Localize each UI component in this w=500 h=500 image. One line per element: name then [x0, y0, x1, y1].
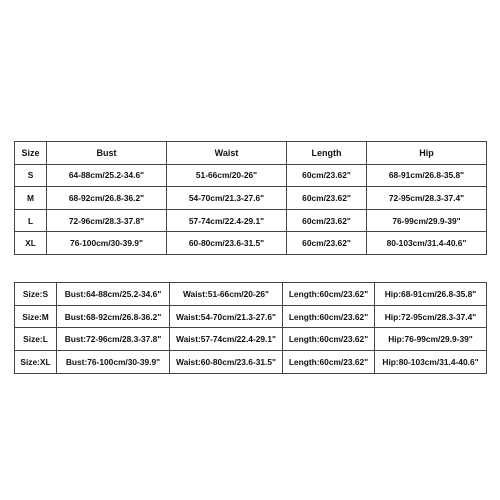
size-chart-table: [14, 141, 487, 255]
cell-length: Length:60cm/23.62": [283, 351, 375, 374]
header-size: Size: [15, 142, 47, 165]
cell-length: 60cm/23.62": [287, 209, 367, 232]
cell-waist: 60-80cm/23.6-31.5": [167, 232, 287, 255]
cell-bust: Bust:76-100cm/30-39.9": [57, 351, 170, 374]
cell-hip: 80-103cm/31.4-40.6": [367, 232, 487, 255]
cell-length: 60cm/23.62": [287, 232, 367, 255]
cell-size: S: [15, 164, 47, 187]
header-waist: Waist: [167, 142, 287, 165]
cell-hip: Hip:76-99cm/29.9-39": [375, 328, 487, 351]
table-row: [15, 328, 487, 351]
cell-waist: 54-70cm/21.3-27.6": [167, 187, 287, 210]
table-row: [15, 232, 487, 255]
table-row: [15, 209, 487, 232]
cell-size: Size:XL: [15, 351, 57, 374]
table-row: [15, 351, 487, 374]
cell-hip: 68-91cm/26.8-35.8": [367, 164, 487, 187]
cell-bust: Bust:64-88cm/25.2-34.6": [57, 283, 170, 306]
cell-hip: 72-95cm/28.3-37.4": [367, 187, 487, 210]
cell-bust: 64-88cm/25.2-34.6": [47, 164, 167, 187]
table-row: [15, 164, 487, 187]
cell-length: 60cm/23.62": [287, 187, 367, 210]
cell-hip: Hip:80-103cm/31.4-40.6": [375, 351, 487, 374]
cell-waist: 57-74cm/22.4-29.1": [167, 209, 287, 232]
cell-bust: Bust:72-96cm/28.3-37.8": [57, 328, 170, 351]
cell-size: M: [15, 187, 47, 210]
cell-length: Length:60cm/23.62": [283, 305, 375, 328]
cell-waist: Waist:54-70cm/21.3-27.6": [170, 305, 283, 328]
table-row: [15, 187, 487, 210]
table-row: [15, 305, 487, 328]
header-bust: Bust: [47, 142, 167, 165]
cell-size: Size:L: [15, 328, 57, 351]
cell-waist: Waist:51-66cm/20-26": [170, 283, 283, 306]
table-row: [15, 283, 487, 306]
cell-bust: 68-92cm/26.8-36.2": [47, 187, 167, 210]
cell-size: Size:S: [15, 283, 57, 306]
cell-hip: Hip:68-91cm/26.8-35.8": [375, 283, 487, 306]
cell-size: L: [15, 209, 47, 232]
cell-waist: Waist:60-80cm/23.6-31.5": [170, 351, 283, 374]
cell-length: Length:60cm/23.62": [283, 328, 375, 351]
cell-waist: 51-66cm/20-26": [167, 164, 287, 187]
header-hip: Hip: [367, 142, 487, 165]
cell-hip: Hip:72-95cm/28.3-37.4": [375, 305, 487, 328]
cell-waist: Waist:57-74cm/22.4-29.1": [170, 328, 283, 351]
cell-hip: 76-99cm/29.9-39": [367, 209, 487, 232]
cell-bust: 76-100cm/30-39.9": [47, 232, 167, 255]
size-chart-labeled-table: [14, 282, 487, 374]
cell-length: 60cm/23.62": [287, 164, 367, 187]
cell-length: Length:60cm/23.62": [283, 283, 375, 306]
cell-size: Size:M: [15, 305, 57, 328]
cell-size: XL: [15, 232, 47, 255]
table-header-row: [15, 142, 487, 165]
cell-bust: Bust:68-92cm/26.8-36.2": [57, 305, 170, 328]
header-length: Length: [287, 142, 367, 165]
cell-bust: 72-96cm/28.3-37.8": [47, 209, 167, 232]
